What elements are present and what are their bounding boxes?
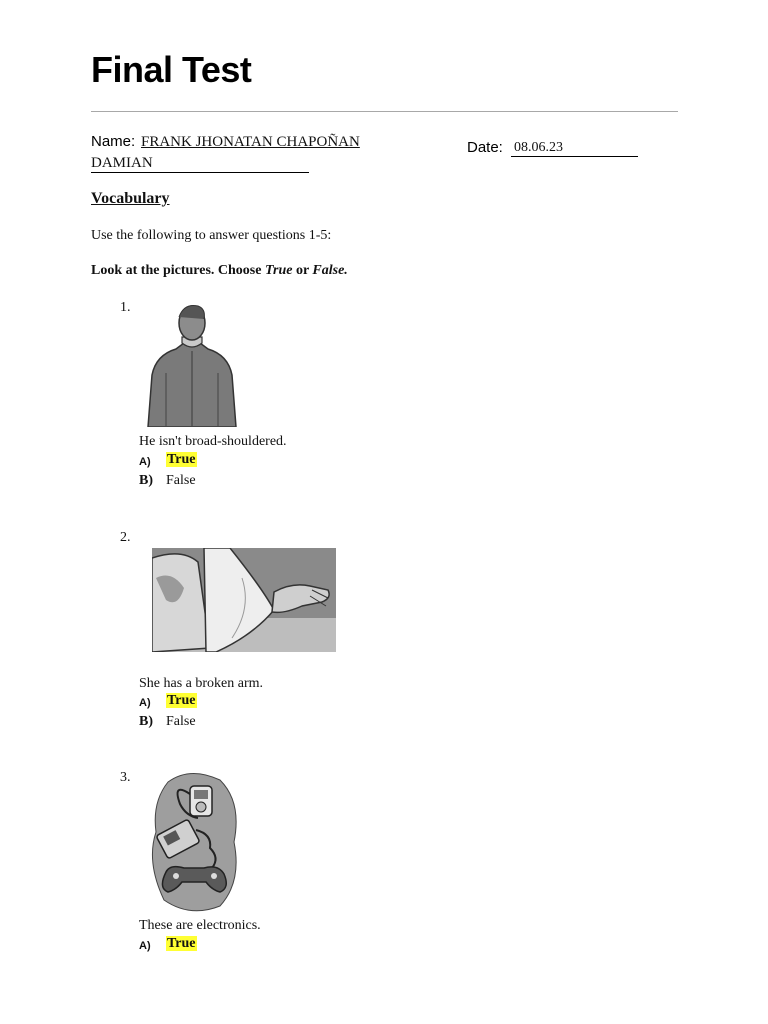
option-a[interactable] (166, 936, 197, 952)
option-a-text: True (167, 452, 196, 467)
man-back-icon (146, 303, 238, 427)
option-b[interactable] (166, 714, 196, 730)
option-a[interactable] (166, 693, 197, 709)
option-b[interactable] (166, 473, 196, 489)
option-a-text: True (167, 936, 196, 951)
option-a-letter: A) (139, 456, 151, 468)
prompt-true: True (264, 263, 293, 278)
option-b-text: False (166, 473, 196, 488)
name-value-line2: DAMIAN (91, 155, 309, 173)
electronics-icon (150, 772, 238, 912)
title-divider (91, 111, 678, 112)
question-statement: He isn't broad-shouldered. (139, 434, 287, 449)
question-number: 1. (120, 300, 131, 315)
date-label: Date: (467, 139, 503, 156)
option-a-text: True (167, 693, 196, 708)
name-value-line1: FRANK JHONATAN CHAPOÑAN (141, 134, 360, 150)
option-b-letter: B) (139, 714, 153, 729)
option-b-letter: B) (139, 473, 153, 488)
arm-sling-icon (152, 548, 336, 652)
option-a-letter: A) (139, 940, 151, 952)
question-number: 3. (120, 770, 131, 785)
question-statement: She has a broken arm. (139, 676, 264, 691)
prompt-or: or (292, 263, 313, 278)
option-b-text: False (166, 714, 196, 729)
question-statement: These are electronics. (139, 918, 261, 933)
question-number: 2. (120, 530, 131, 545)
name-label: Name: (91, 133, 136, 150)
page-title: Final Test (91, 49, 252, 90)
prompt-part1: Look at the pictures. Choose (91, 263, 265, 278)
section-heading: Vocabulary (91, 190, 170, 207)
date-value: 08.06.23 (511, 140, 638, 157)
instruction-text: Use the following to answer questions 1-5: (91, 228, 332, 243)
option-a-letter: A) (139, 697, 151, 709)
option-a[interactable] (166, 452, 197, 468)
prompt-text (91, 263, 348, 279)
prompt-false: False. (312, 263, 348, 278)
